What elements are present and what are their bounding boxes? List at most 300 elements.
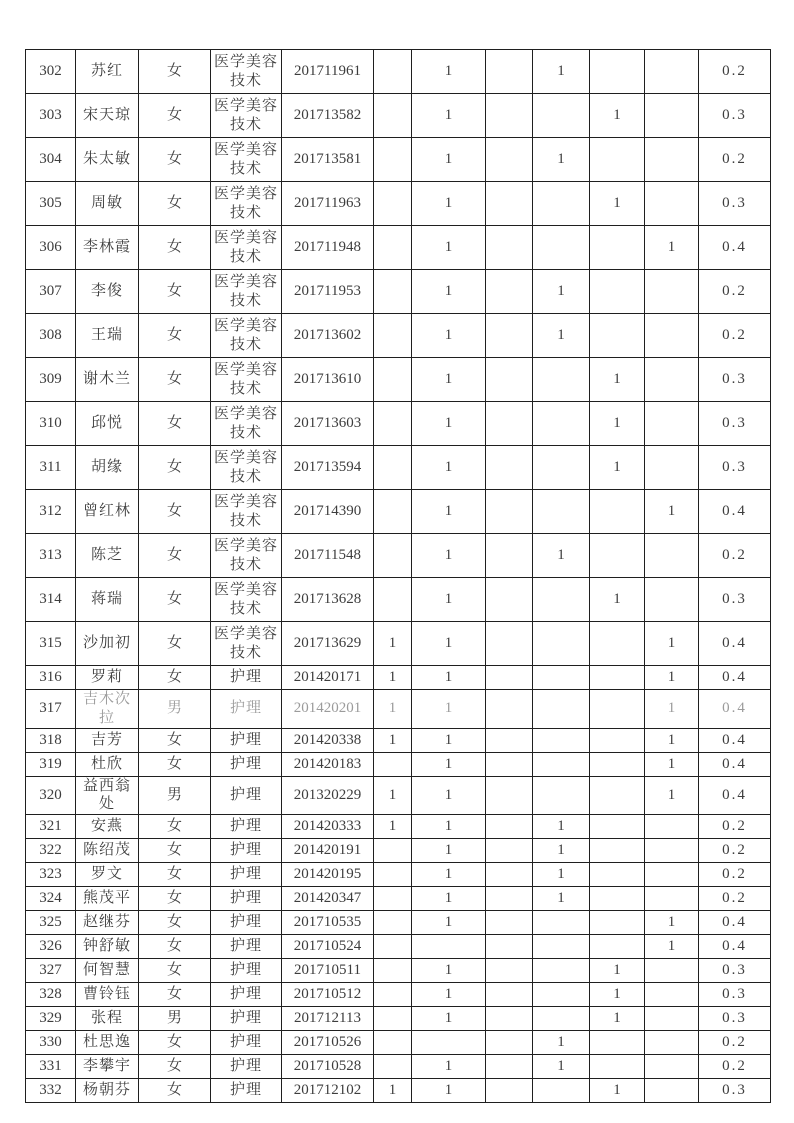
student-id-cell: 201420183 — [282, 752, 374, 776]
student-id-cell: 201713602 — [282, 314, 374, 358]
gender-cell: 女 — [139, 959, 211, 983]
flag-6-cell — [645, 94, 699, 138]
flag-4-cell — [533, 182, 590, 226]
score-cell: 0.2 — [699, 138, 771, 182]
flag-6-cell — [645, 1055, 699, 1079]
major-text: 医学美容技术 — [213, 229, 278, 265]
student-id-cell: 201713594 — [282, 446, 374, 490]
flag-4-cell — [533, 983, 590, 1007]
table-row — [26, 50, 771, 94]
flag-1-cell — [374, 887, 412, 911]
major-cell: 护理 — [211, 666, 282, 690]
flag-2-cell: 1 — [412, 666, 486, 690]
flag-6-cell — [645, 1079, 699, 1103]
score-cell: 0.4 — [699, 935, 771, 959]
flag-3-cell — [486, 728, 533, 752]
score-cell: 0.2 — [699, 863, 771, 887]
flag-1-cell — [374, 50, 412, 94]
score-cell: 0.3 — [699, 578, 771, 622]
table-row — [26, 622, 771, 666]
flag-5-cell: 1 — [590, 959, 645, 983]
flag-4-cell — [533, 752, 590, 776]
flag-2-cell — [412, 1031, 486, 1055]
major-cell: 护理 — [211, 752, 282, 776]
row-number-cell: 304 — [26, 138, 76, 182]
flag-3-cell — [486, 1055, 533, 1079]
name-cell: 宋天琼 — [76, 94, 139, 138]
student-id-cell: 201320229 — [282, 776, 374, 815]
table-row — [26, 578, 771, 622]
student-id-cell: 201713628 — [282, 578, 374, 622]
major-cell: 护理 — [211, 1055, 282, 1079]
flag-4-cell — [533, 94, 590, 138]
flag-5-cell — [590, 314, 645, 358]
row-number-cell: 329 — [26, 1007, 76, 1031]
major-cell: 护理 — [211, 728, 282, 752]
flag-3-cell — [486, 402, 533, 446]
flag-1-cell: 1 — [374, 690, 412, 729]
gender-cell: 男 — [139, 1007, 211, 1031]
major-cell — [211, 622, 282, 666]
gender-cell: 女 — [139, 752, 211, 776]
table-row — [26, 270, 771, 314]
major-cell: 护理 — [211, 1031, 282, 1055]
flag-6-cell: 1 — [645, 752, 699, 776]
row-number-cell: 313 — [26, 534, 76, 578]
name-cell: 杜欣 — [76, 752, 139, 776]
row-number-cell: 307 — [26, 270, 76, 314]
flag-5-cell — [590, 863, 645, 887]
row-number-cell: 303 — [26, 94, 76, 138]
flag-1-cell — [374, 935, 412, 959]
flag-2-cell: 1 — [412, 1007, 486, 1031]
major-text: 医学美容技术 — [213, 361, 278, 397]
major-cell — [211, 94, 282, 138]
row-number-cell: 323 — [26, 863, 76, 887]
major-cell: 护理 — [211, 887, 282, 911]
score-cell: 0.2 — [699, 1031, 771, 1055]
flag-6-cell — [645, 815, 699, 839]
table-row — [26, 1055, 771, 1079]
flag-2-cell: 1 — [412, 534, 486, 578]
flag-4-cell — [533, 490, 590, 534]
flag-3-cell — [486, 270, 533, 314]
name-cell: 蒋瑞 — [76, 578, 139, 622]
flag-2-cell: 1 — [412, 887, 486, 911]
student-id-cell: 201713629 — [282, 622, 374, 666]
flag-4-cell — [533, 959, 590, 983]
flag-4-cell — [533, 911, 590, 935]
flag-2-cell: 1 — [412, 815, 486, 839]
flag-2-cell: 1 — [412, 402, 486, 446]
flag-4-cell — [533, 728, 590, 752]
flag-6-cell: 1 — [645, 666, 699, 690]
flag-5-cell — [590, 728, 645, 752]
major-cell — [211, 578, 282, 622]
flag-6-cell: 1 — [645, 776, 699, 815]
score-cell: 0.2 — [699, 50, 771, 94]
student-id-cell: 201420338 — [282, 728, 374, 752]
row-number-cell: 308 — [26, 314, 76, 358]
gender-cell: 男 — [139, 776, 211, 815]
flag-4-cell: 1 — [533, 270, 590, 314]
flag-4-cell — [533, 578, 590, 622]
major-text: 医学美容技术 — [213, 53, 278, 89]
flag-4-cell — [533, 1007, 590, 1031]
table-row — [26, 1079, 771, 1103]
flag-6-cell: 1 — [645, 622, 699, 666]
score-cell: 0.3 — [699, 358, 771, 402]
major-cell — [211, 314, 282, 358]
flag-1-cell — [374, 1055, 412, 1079]
flag-3-cell — [486, 911, 533, 935]
flag-6-cell: 1 — [645, 690, 699, 729]
flag-5-cell — [590, 666, 645, 690]
table-row — [26, 863, 771, 887]
major-cell — [211, 226, 282, 270]
gender-cell: 女 — [139, 839, 211, 863]
flag-2-cell: 1 — [412, 226, 486, 270]
flag-2-cell: 1 — [412, 270, 486, 314]
major-text: 医学美容技术 — [213, 97, 278, 133]
flag-5-cell: 1 — [590, 358, 645, 402]
flag-1-cell — [374, 578, 412, 622]
flag-1-cell — [374, 446, 412, 490]
major-cell: 护理 — [211, 815, 282, 839]
flag-3-cell — [486, 690, 533, 729]
name-cell: 胡缘 — [76, 446, 139, 490]
row-number-cell: 330 — [26, 1031, 76, 1055]
flag-3-cell — [486, 1007, 533, 1031]
row-number-cell: 328 — [26, 983, 76, 1007]
flag-3-cell — [486, 1031, 533, 1055]
major-text: 医学美容技术 — [213, 581, 278, 617]
flag-1-cell — [374, 752, 412, 776]
score-cell: 0.4 — [699, 776, 771, 815]
flag-2-cell: 1 — [412, 622, 486, 666]
major-cell: 护理 — [211, 1007, 282, 1031]
major-cell — [211, 534, 282, 578]
major-cell — [211, 358, 282, 402]
flag-4-cell: 1 — [533, 887, 590, 911]
flag-5-cell — [590, 935, 645, 959]
flag-1-cell: 1 — [374, 815, 412, 839]
flag-5-cell — [590, 776, 645, 815]
flag-5-cell — [590, 1055, 645, 1079]
flag-2-cell: 1 — [412, 752, 486, 776]
flag-4-cell: 1 — [533, 1055, 590, 1079]
flag-3-cell — [486, 887, 533, 911]
gender-cell: 女 — [139, 666, 211, 690]
flag-6-cell — [645, 270, 699, 314]
row-number-cell: 305 — [26, 182, 76, 226]
major-cell: 护理 — [211, 983, 282, 1007]
table-row — [26, 226, 771, 270]
flag-6-cell — [645, 1007, 699, 1031]
row-number-cell: 322 — [26, 839, 76, 863]
name-cell: 苏红 — [76, 50, 139, 94]
row-number-cell: 306 — [26, 226, 76, 270]
row-number-cell: 326 — [26, 935, 76, 959]
flag-4-cell — [533, 935, 590, 959]
flag-4-cell: 1 — [533, 138, 590, 182]
student-id-cell: 201710535 — [282, 911, 374, 935]
flag-6-cell: 1 — [645, 490, 699, 534]
flag-3-cell — [486, 578, 533, 622]
major-cell — [211, 138, 282, 182]
major-cell: 护理 — [211, 776, 282, 815]
flag-5-cell — [590, 490, 645, 534]
score-cell: 0.4 — [699, 752, 771, 776]
flag-4-cell — [533, 690, 590, 729]
gender-cell: 女 — [139, 1079, 211, 1103]
score-cell: 0.3 — [699, 983, 771, 1007]
score-cell: 0.4 — [699, 911, 771, 935]
gender-cell: 女 — [139, 50, 211, 94]
score-cell: 0.4 — [699, 226, 771, 270]
gender-cell: 女 — [139, 314, 211, 358]
flag-5-cell — [590, 887, 645, 911]
flag-2-cell: 1 — [412, 138, 486, 182]
gender-cell: 女 — [139, 226, 211, 270]
flag-3-cell — [486, 534, 533, 578]
table-row — [26, 1007, 771, 1031]
name-cell: 钟舒敏 — [76, 935, 139, 959]
student-id-cell: 201420333 — [282, 815, 374, 839]
flag-5-cell — [590, 270, 645, 314]
name-cell: 熊茂平 — [76, 887, 139, 911]
student-id-cell: 201710511 — [282, 959, 374, 983]
flag-1-cell: 1 — [374, 728, 412, 752]
name-cell: 曹铃钰 — [76, 983, 139, 1007]
gender-cell: 女 — [139, 534, 211, 578]
gender-cell: 女 — [139, 911, 211, 935]
major-text: 医学美容技术 — [213, 537, 278, 573]
flag-1-cell — [374, 138, 412, 182]
score-cell: 0.4 — [699, 728, 771, 752]
gender-cell: 女 — [139, 138, 211, 182]
score-cell: 0.2 — [699, 815, 771, 839]
row-number-cell: 311 — [26, 446, 76, 490]
student-id-cell: 201713610 — [282, 358, 374, 402]
flag-6-cell — [645, 534, 699, 578]
name-cell: 益西翁处 — [76, 776, 139, 815]
gender-cell: 女 — [139, 358, 211, 402]
table-row — [26, 959, 771, 983]
table-row — [26, 728, 771, 752]
row-number-cell: 320 — [26, 776, 76, 815]
major-cell: 护理 — [211, 863, 282, 887]
major-cell — [211, 402, 282, 446]
flag-4-cell — [533, 666, 590, 690]
flag-5-cell: 1 — [590, 578, 645, 622]
flag-3-cell — [486, 138, 533, 182]
score-cell: 0.3 — [699, 1079, 771, 1103]
flag-6-cell: 1 — [645, 911, 699, 935]
flag-3-cell — [486, 959, 533, 983]
row-number-cell: 315 — [26, 622, 76, 666]
major-text: 医学美容技术 — [213, 405, 278, 441]
gender-cell: 女 — [139, 728, 211, 752]
major-cell — [211, 182, 282, 226]
flag-4-cell — [533, 446, 590, 490]
flag-4-cell: 1 — [533, 1031, 590, 1055]
score-cell: 0.2 — [699, 270, 771, 314]
table-row — [26, 182, 771, 226]
table-row — [26, 887, 771, 911]
flag-5-cell — [590, 1031, 645, 1055]
flag-5-cell — [590, 839, 645, 863]
flag-5-cell: 1 — [590, 182, 645, 226]
flag-1-cell — [374, 490, 412, 534]
table-row — [26, 94, 771, 138]
flag-5-cell — [590, 534, 645, 578]
table-row — [26, 534, 771, 578]
flag-1-cell — [374, 863, 412, 887]
flag-5-cell: 1 — [590, 446, 645, 490]
name-cell: 吉芳 — [76, 728, 139, 752]
flag-1-cell — [374, 358, 412, 402]
row-number-cell: 310 — [26, 402, 76, 446]
row-number-cell: 319 — [26, 752, 76, 776]
flag-4-cell — [533, 622, 590, 666]
table-row — [26, 815, 771, 839]
flag-5-cell — [590, 138, 645, 182]
name-cell: 何智慧 — [76, 959, 139, 983]
score-cell: 0.2 — [699, 534, 771, 578]
major-text: 医学美容技术 — [213, 625, 278, 661]
flag-3-cell — [486, 815, 533, 839]
major-cell: 护理 — [211, 690, 282, 729]
flag-1-cell — [374, 1007, 412, 1031]
flag-3-cell — [486, 358, 533, 402]
gender-cell: 女 — [139, 815, 211, 839]
score-cell: 0.2 — [699, 839, 771, 863]
table-row — [26, 402, 771, 446]
flag-3-cell — [486, 666, 533, 690]
table-row — [26, 314, 771, 358]
flag-1-cell — [374, 534, 412, 578]
gender-cell: 女 — [139, 446, 211, 490]
flag-1-cell — [374, 983, 412, 1007]
score-cell: 0.2 — [699, 887, 771, 911]
flag-6-cell: 1 — [645, 728, 699, 752]
student-id-cell: 201711963 — [282, 182, 374, 226]
student-id-cell: 201714390 — [282, 490, 374, 534]
flag-6-cell: 1 — [645, 935, 699, 959]
row-number-cell: 312 — [26, 490, 76, 534]
row-number-cell: 309 — [26, 358, 76, 402]
row-number-cell: 318 — [26, 728, 76, 752]
flag-1-cell — [374, 911, 412, 935]
flag-2-cell: 1 — [412, 446, 486, 490]
name-cell: 杜思逸 — [76, 1031, 139, 1055]
table-row — [26, 358, 771, 402]
flag-5-cell — [590, 752, 645, 776]
student-id-cell: 201710526 — [282, 1031, 374, 1055]
flag-2-cell: 1 — [412, 839, 486, 863]
student-id-cell: 201420347 — [282, 887, 374, 911]
major-text: 医学美容技术 — [213, 449, 278, 485]
name-cell: 陈芝 — [76, 534, 139, 578]
name-cell: 谢木兰 — [76, 358, 139, 402]
student-id-cell: 201712113 — [282, 1007, 374, 1031]
table-row — [26, 983, 771, 1007]
flag-6-cell — [645, 1031, 699, 1055]
score-cell: 0.4 — [699, 622, 771, 666]
flag-3-cell — [486, 94, 533, 138]
flag-6-cell — [645, 402, 699, 446]
flag-1-cell — [374, 1031, 412, 1055]
score-cell: 0.3 — [699, 182, 771, 226]
flag-5-cell — [590, 50, 645, 94]
gender-cell: 女 — [139, 270, 211, 314]
flag-5-cell — [590, 622, 645, 666]
major-cell: 护理 — [211, 1079, 282, 1103]
student-id-cell: 201712102 — [282, 1079, 374, 1103]
flag-6-cell — [645, 314, 699, 358]
flag-1-cell — [374, 226, 412, 270]
flag-3-cell — [486, 226, 533, 270]
flag-2-cell: 1 — [412, 911, 486, 935]
row-number-cell: 316 — [26, 666, 76, 690]
flag-3-cell — [486, 50, 533, 94]
row-number-cell: 314 — [26, 578, 76, 622]
table-row — [26, 935, 771, 959]
student-id-cell: 201713582 — [282, 94, 374, 138]
gender-cell: 女 — [139, 887, 211, 911]
flag-5-cell: 1 — [590, 1007, 645, 1031]
flag-5-cell — [590, 690, 645, 729]
student-id-cell: 201710512 — [282, 983, 374, 1007]
flag-3-cell — [486, 935, 533, 959]
major-cell — [211, 270, 282, 314]
score-cell: 0.2 — [699, 314, 771, 358]
major-text: 医学美容技术 — [213, 317, 278, 353]
name-cell: 朱太敏 — [76, 138, 139, 182]
flag-6-cell — [645, 839, 699, 863]
table-row — [26, 1031, 771, 1055]
name-cell: 陈绍茂 — [76, 839, 139, 863]
flag-5-cell: 1 — [590, 402, 645, 446]
name-cell: 罗莉 — [76, 666, 139, 690]
flag-4-cell — [533, 402, 590, 446]
gender-cell: 女 — [139, 1031, 211, 1055]
flag-3-cell — [486, 490, 533, 534]
major-cell — [211, 490, 282, 534]
flag-4-cell: 1 — [533, 815, 590, 839]
table-row — [26, 776, 771, 815]
student-id-cell: 201420191 — [282, 839, 374, 863]
major-text: 医学美容技术 — [213, 141, 278, 177]
flag-2-cell: 1 — [412, 358, 486, 402]
flag-3-cell — [486, 776, 533, 815]
name-cell: 杨朝芬 — [76, 1079, 139, 1103]
flag-3-cell — [486, 1079, 533, 1103]
major-cell: 护理 — [211, 839, 282, 863]
gender-cell: 男 — [139, 690, 211, 729]
flag-3-cell — [486, 182, 533, 226]
score-cell: 0.4 — [699, 666, 771, 690]
flag-2-cell: 1 — [412, 983, 486, 1007]
flag-3-cell — [486, 863, 533, 887]
gender-cell: 女 — [139, 182, 211, 226]
score-cell: 0.4 — [699, 690, 771, 729]
flag-3-cell — [486, 983, 533, 1007]
flag-6-cell — [645, 887, 699, 911]
flag-5-cell — [590, 911, 645, 935]
flag-4-cell: 1 — [533, 314, 590, 358]
